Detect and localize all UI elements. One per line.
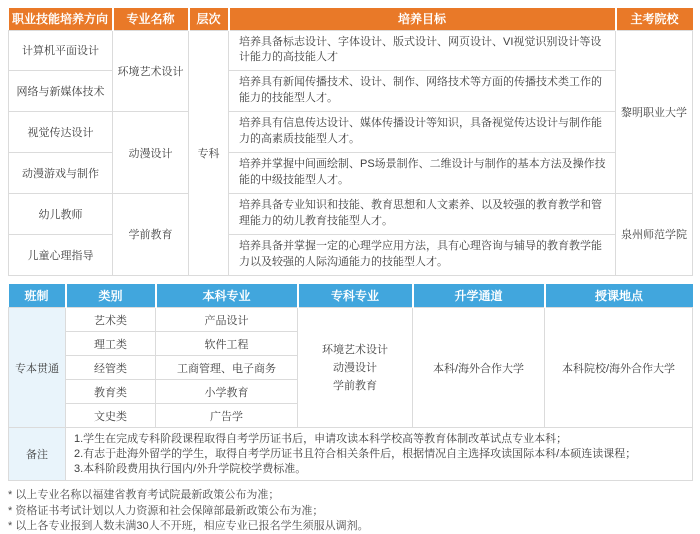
table-row [9,30,693,71]
goal-cell: 培养具备并掌握一定的心理学应用方法，具有心理咨询与辅导的教育教学能力以及较强的人际沟通能力的技能型人才。 [229,234,616,275]
col-header-undergrad-major: 本科专业 [156,284,298,308]
college-major-line: 环境艺术设计 [322,343,388,356]
col-header-location: 授课地点 [545,284,693,308]
footnote-line: * 以上专业名称以福建省教育考试院最新政策公布为准； [8,489,280,502]
goal-cell: 培养具有信息传达设计、媒体传播设计等知识，具备视觉传达设计与制作能力的高素质技能型人才。 [229,112,616,153]
direction-cell: 儿童心理指导 [9,234,113,275]
pathway-table [8,284,693,481]
direction-cell: 视觉传达设计 [9,112,113,153]
direction-cell: 幼儿教师 [9,194,113,235]
undergrad-major-cell: 小学教育 [156,380,298,404]
undergrad-major-cell: 工商管理、电子商务 [156,356,298,380]
table-row [9,112,693,153]
category-cell: 艺术类 [66,308,156,332]
direction-cell: 计算机平面设计 [9,30,113,71]
major-cell: 动漫设计 [113,112,189,194]
remark-row [9,428,693,481]
col-header-direction: 职业技能培养方向 [9,8,113,30]
footnotes [8,488,692,534]
table-row [9,194,693,235]
table-row [9,234,693,275]
class-mode-cell: 专本贯通 [9,308,66,428]
college-cell: 泉州师范学院 [616,194,693,276]
pathway-table-header-row [9,284,693,308]
undergrad-major-cell: 产品设计 [156,308,298,332]
col-header-college-major: 专科专业 [298,284,413,308]
remark-line: 2.有志于赴海外留学的学生，取得自考学历证书且符合相关条件后，根据情况自主选择攻读国际本科/本硕连读课程； [74,447,637,460]
col-header-pathway: 升学通道 [413,284,545,308]
table-row [9,71,693,112]
undergrad-major-cell: 软件工程 [156,332,298,356]
undergrad-major-cell: 广告学 [156,404,298,428]
col-header-class-mode: 班制 [9,284,66,308]
col-header-category: 类别 [66,284,156,308]
program-table-header-row [9,8,693,30]
remarks-cell [66,428,693,481]
col-header-level: 层次 [189,8,229,30]
remark-line: 1.学生在完成专科阶段课程取得自考学历证书后，申请攻读本科学校高等教育体制改革试点专业本科； [74,433,568,446]
location-cell: 本科院校/海外合作大学 [545,308,693,428]
goal-cell: 培养具备专业知识和技能、教育思想和人文素养、以及较强的教育教学和管理能力的幼儿教育技能型人才。 [229,194,616,235]
category-cell: 经管类 [66,356,156,380]
pathway-cell: 本科/海外合作大学 [413,308,545,428]
college-cell: 黎明职业大学 [616,30,693,194]
table-row [9,153,693,194]
college-major-line: 动漫设计 [333,361,377,374]
goal-cell: 培养并掌握中间画绘制、PS场景制作、二维设计与制作的基本方法及操作技能的中级技能型人才。 [229,153,616,194]
direction-cell: 网络与新媒体技术 [9,71,113,112]
category-cell: 理工类 [66,332,156,356]
remark-line: 3.本科阶段费用执行国内/外升学院校学费标准。 [74,462,307,475]
col-header-college: 主考院校 [616,8,693,30]
col-header-goal: 培养目标 [229,8,616,30]
level-cell: 专科 [189,30,229,275]
col-header-major: 专业名称 [113,8,189,30]
college-major-line: 学前教育 [333,379,377,392]
goal-cell: 培养具备标志设计、字体设计、版式设计、网页设计、VI视觉识别设计等设计能力的高技能人才 [229,30,616,71]
goal-cell: 培养具有新闻传播技术、设计、制作、网络技术等方面的传播技术类工作的能力的技能型人才。 [229,71,616,112]
college-majors-cell [298,308,413,428]
category-cell: 教育类 [66,380,156,404]
footnote-line: * 以上各专业报到人数未满30人不开班，相应专业已报名学生须服从调剂。 [8,519,369,532]
program-table [8,8,693,276]
major-cell: 环境艺术设计 [113,30,189,112]
remark-label-cell: 备注 [9,428,66,481]
table-row [9,308,693,332]
footnote-line: * 资格证书考试计划以人力资源和社会保障部最新政策公布为准； [8,504,324,517]
direction-cell: 动漫游戏与制作 [9,153,113,194]
major-cell: 学前教育 [113,194,189,276]
category-cell: 文史类 [66,404,156,428]
